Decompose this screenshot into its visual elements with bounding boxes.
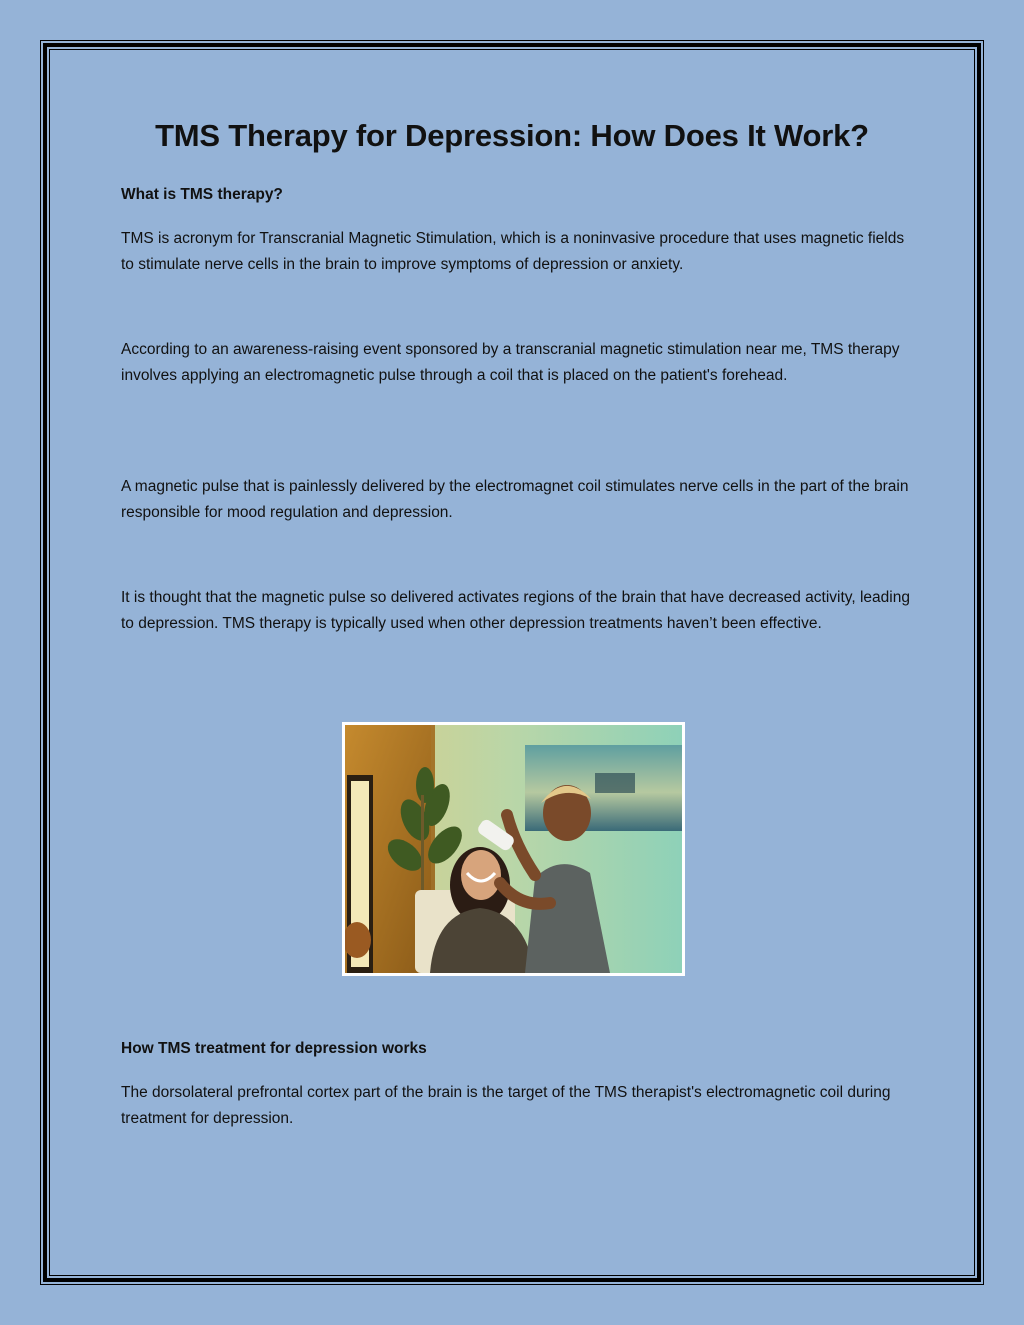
paragraph-awareness-event: According to an awareness-raising event sponsored by a transcranial magnetic stimulation near me, TMS therapy involves applying an electromagnetic pulse through a coil that is placed on the patient's forehead.: [121, 341, 900, 384]
tms-treatment-photo: [342, 722, 685, 976]
section-heading-what-is-tms: What is TMS therapy?: [121, 186, 283, 203]
paragraph-definition: TMS is acronym for Transcranial Magnetic Stimulation, which is a noninvasive procedure that uses magnetic fields to stimulate nerve cells in the brain to improve symptoms of depression or anxiety.: [121, 230, 905, 273]
section-heading-how-it-works: How TMS treatment for depression works: [121, 1040, 427, 1057]
paragraph-brain-activity: It is thought that the magnetic pulse so delivered activates regions of the brain that have decreased activity, leading to depression. TMS therapy is typically used when other depression treatments haven’t been effective.: [121, 589, 910, 632]
tms-treatment-illustration: [345, 725, 682, 973]
page-title: TMS Therapy for Depression: How Does It Work?: [155, 118, 869, 153]
paragraph-magnetic-pulse: A magnetic pulse that is painlessly delivered by the electromagnet coil stimulates nerve cells in the part of the brain responsible for mood regulation and depression.: [121, 478, 909, 521]
paragraph-dlpfc-target: The dorsolateral prefrontal cortex part of the brain is the target of the TMS therapist's electromagnetic coil during treatment for depression.: [121, 1084, 891, 1127]
